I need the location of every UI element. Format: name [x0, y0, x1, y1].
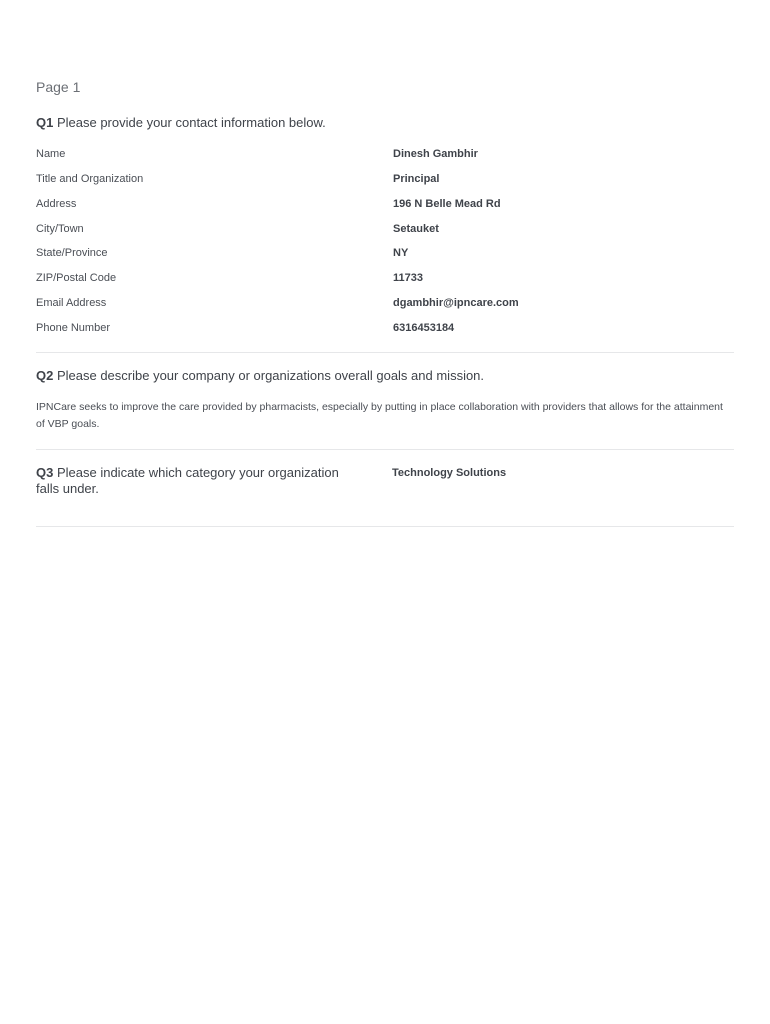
field-label: ZIP/Postal Code — [36, 272, 117, 284]
question-1-text: Please provide your contact information below. — [56, 115, 326, 130]
field-row-name — [36, 146, 734, 162]
question-2-answer: IPNCare seeks to improve the care provided by pharmacists, especially by putting in place collaboration with providers that allows for the attainment of VBP goals. — [36, 401, 723, 430]
field-row-phone — [36, 320, 734, 336]
question-3-number: Q3 — [36, 465, 54, 480]
field-value: 11733 — [393, 272, 423, 284]
section-divider — [36, 526, 734, 527]
field-label: Email Address — [36, 297, 107, 309]
question-2-text: Please describe your company or organizations overall goals and mission. — [56, 368, 485, 383]
question-3-title — [36, 465, 356, 497]
field-label: State/Province — [36, 247, 108, 259]
field-label: Name — [36, 148, 66, 160]
field-label: Address — [36, 198, 77, 210]
field-row-address — [36, 196, 734, 212]
field-label: Phone Number — [36, 322, 110, 334]
field-value: Dinesh Gambhir — [393, 148, 478, 160]
field-value: 6316453184 — [393, 322, 455, 334]
field-value: dgambhir@ipncare.com — [393, 297, 519, 309]
question-3-text: Please indicate which category your organization falls under. — [36, 465, 339, 496]
section-divider — [36, 352, 734, 353]
field-label: Title and Organization — [36, 173, 144, 185]
field-row-zip — [36, 270, 734, 286]
question-2-number: Q2 — [36, 368, 54, 383]
field-value: 196 N Belle Mead Rd — [393, 198, 501, 210]
field-row-title-organization — [36, 171, 734, 187]
question-1-number: Q1 — [36, 115, 54, 130]
page-label: Page 1 — [36, 79, 81, 95]
question-2-title — [36, 368, 484, 384]
field-label: City/Town — [36, 223, 84, 235]
field-row-state — [36, 245, 734, 261]
field-value: Setauket — [393, 223, 439, 235]
section-divider — [36, 449, 734, 450]
question-3-answer: Technology Solutions — [392, 467, 507, 479]
question-1-title — [36, 115, 326, 131]
field-row-city — [36, 221, 734, 237]
field-row-email — [36, 295, 734, 311]
field-value: NY — [393, 247, 409, 259]
field-value: Principal — [393, 173, 440, 185]
